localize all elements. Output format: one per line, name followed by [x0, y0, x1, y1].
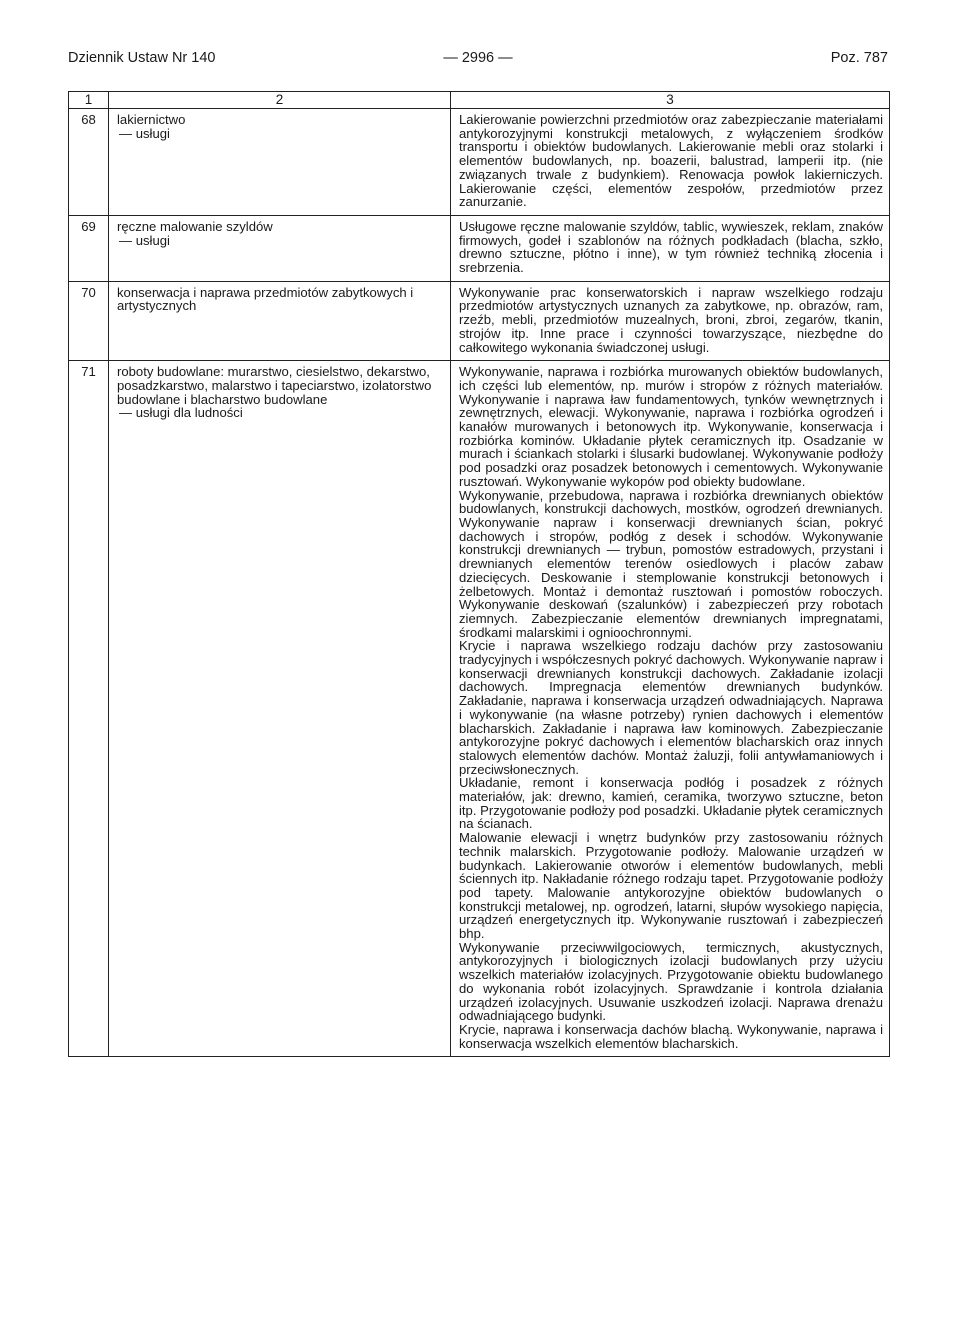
service-name-line: — usługi: [119, 232, 170, 248]
description-paragraph: Wykonywanie, naprawa i rozbiórka murowanych obiektów budowlanych, ich części lub elementów, np. murów i stropów z różnych materiałów. Wykonywanie i naprawa ław fundamentowych, tynków wewnętrznych i zewnętrznych, elewacji. Wykonywanie, naprawa i rozbiórka ogrodzeń i kanałów murowanych i betonowych itp. Wykonywanie, konserwacja i rozbiórka kominów. Układanie płytek ceramicznych itp. Osadzanie w murach i ściankach stolarki i ślusarki budowlanej. Wykonywanie podłoży pod posadzki oraz posadzek betonowych i cementowych. Wykonywanie rusztowań. Wykonywanie wykopów pod obiekty budowlane.: [459, 364, 883, 489]
column-header-2: 2: [109, 92, 451, 109]
service-name: [109, 215, 451, 281]
service-name-line: lakiernictwo: [117, 112, 186, 127]
service-name: [109, 361, 451, 1057]
services-table: [68, 91, 890, 1057]
description-paragraph: Krycie i naprawa wszelkiego rodzaju dachów przy zastosowaniu tradycyjnych i współczesnych pokryć dachowych. Wykonywanie napraw i konserwacji drewnianych konstrukcji dachowych. Zakładanie izolacji dachowych. Impregnacja elementów drewnianych budynków. Zakładanie, naprawa i konserwacja urządzeń odwadniających. Naprawa i wykonywanie (na własne potrzeby) rynien dachowych i elementów blacharskich. Zakładanie i naprawa ław kominowych. Zabezpieczanie antykorozyjne pokryć dachowych i elementów blacharskich oraz innych stalowych elementów dachów. Montaż żaluzji, folii antywłamaniowych i przeciwsłonecznych.: [459, 638, 883, 777]
service-description: [451, 361, 890, 1057]
description-paragraph: Wykonywanie, przebudowa, naprawa i rozbiórka drewnianych obiektów budowlanych, konstrukcji dachowych, mostków, ogrodzeń drewnianych. Wykonywanie napraw i konserwacji drewnianych ścian, pokryć dachowych i stropów, podłóg z desek i schodów. Wykonywanie konstrukcji drewnianych — trybun, pomostów estradowych, przystani i drewnianych elementów terenów osiedlowych i placów zabaw dziecięcych. Deskowanie i stemplowanie konstrukcji betonowych i żelbetowych. Montaż i demontaż rusztowań i pomostów roboczych. Wykonywanie deskowań (szalunków) i zabezpieczeń przy robotach ziemnych. Zabezpieczanie elementów drewnianych impregnatami, środkami malarskimi i ognioochronnymi.: [459, 487, 883, 640]
column-header-1: 1: [69, 92, 109, 109]
journal-title: Dziennik Ustaw Nr 140: [68, 50, 216, 66]
description-paragraph: Malowanie elewacji i wnętrz budynków przy zastosowaniu różnych technik malarskich. Przygotowanie podłoży. Malowanie urządzeń w budynkach. Lakierowanie otworów i elementów budowlanych, mebli ściennych itp. Nakładanie różnego rodzaju tapet. Przygotowanie podłoży pod tapety. Malowanie antykorozyjne obiektów budowlanych o konstrukcji metalowej, np. ogrodzeń, latarni, słupów wysokiego napięcia, urządzeń energetycznych itp. Wykonywanie rusztowań i zabezpieczeń bhp.: [459, 830, 883, 942]
service-name-line: ręczne malowanie szyldów: [117, 218, 273, 234]
service-name: [109, 109, 451, 216]
service-description: [451, 109, 890, 216]
page-number: — 2996 —: [443, 50, 513, 66]
service-name-line: — usługi: [119, 125, 170, 141]
service-name-line: konserwacja i naprawa przedmiotów zabytkowych i artystycznych: [117, 284, 414, 314]
service-name: [109, 281, 451, 361]
table-row: [69, 281, 890, 361]
description-paragraph: Układanie, remont i konserwacja podłóg i posadzek z różnych materiałów, jak: drewno, kamień, ceramika, tworzywo sztuczne, beton itp. Przygotowanie podłoży pod posadzki. Układanie płytek ceramicznych na ścianach.: [459, 775, 883, 832]
table-row: [69, 215, 890, 281]
service-description: [451, 281, 890, 361]
service-name-line: — usługi dla ludności: [119, 405, 243, 421]
row-number: 71: [69, 361, 109, 1057]
description-paragraph: Usługowe ręczne malowanie szyldów, tablic, wywieszek, reklam, znaków firmowych, godeł i szablonów na różnych podkładach (blacha, szkło, drewno sztuczne, płótno i inne), w tym również techniką złocenia i srebrzenia.: [459, 218, 883, 276]
column-header-3: 3: [451, 92, 890, 109]
service-description: [451, 215, 890, 281]
description-paragraph: Lakierowanie powierzchni przedmiotów oraz zabezpieczanie materiałami antykorozyjnymi konstrukcji metalowych, z wyłączeniem środków transportu i obiektów budowlanych. Lakierowanie mebli oraz stolarki i elementów budowlanych, np. boazerii, balustrad, lamperii itp. (nie związanych trwale z budynkiem). Renowacja powłok lakierniczych. Lakierowanie części, elementów zespołów, przedmiotów przez zanurzanie.: [459, 112, 883, 210]
page-header: [68, 50, 888, 70]
service-name-line: roboty budowlane: murarstwo, ciesielstwo, dekarstwo, posadzkarstwo, malarstwo i tapeciarstwo, izolatorstwo budowlane i blacharstwo budowlane: [117, 364, 432, 407]
row-number: 69: [69, 215, 109, 281]
table-row: [69, 109, 890, 216]
description-paragraph: Krycie, naprawa i konserwacja dachów blachą. Wykonywanie, naprawa i konserwacja wszelkich elementów blacharskich.: [459, 1022, 883, 1051]
description-paragraph: Wykonywanie prac konserwatorskich i napraw wszelkiego rodzaju przedmiotów artystycznych uznanych za zabytkowe, np. obrazów, ram, rzeźb, mebli, przedmiotów muzealnych, broni, zbroi, zegarów, tkanin, strojów itp. Inne prace i czynności towarzyszące, niezbędne do całkowitego wykonania świadczonej usługi.: [459, 284, 883, 355]
row-number: 70: [69, 281, 109, 361]
table-row: [69, 361, 890, 1057]
description-paragraph: Wykonywanie przeciwwilgociowych, termicznych, akustycznych, antykorozyjnych i biologicznych izolacji budowlanych przy użyciu wszelkich materiałów izolacyjnych. Przygotowanie obiektu budowlanego do wykonania robót izolacyjnych. Sprawdzanie i kontrola działania urządzeń izolacyjnych. Usuwanie uszkodzeń izolacji. Naprawa drenażu odwadniającego budynki.: [459, 939, 883, 1024]
row-number: 68: [69, 109, 109, 216]
column-header-row: [69, 92, 890, 109]
position-number: Poz. 787: [830, 50, 888, 66]
